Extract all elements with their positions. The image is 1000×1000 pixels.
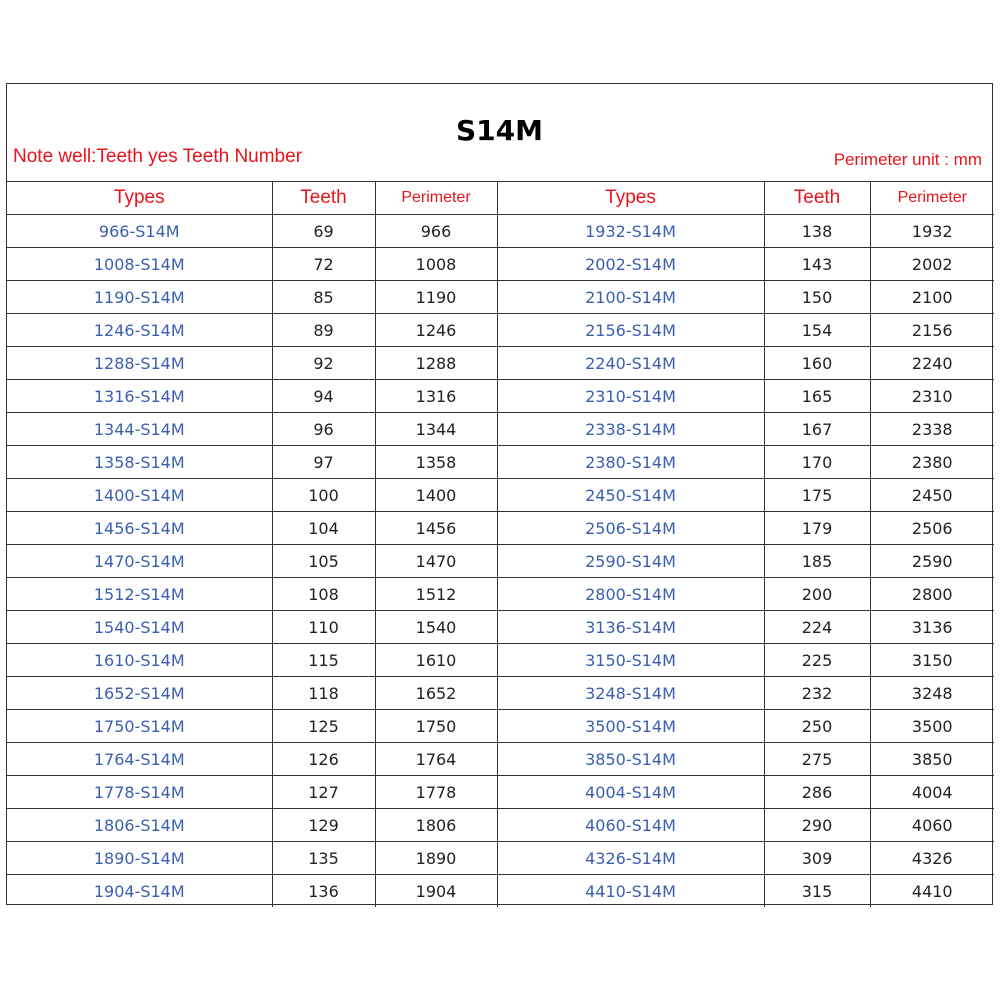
teeth-cell: 175 [764,479,870,512]
teeth-cell: 100 [272,479,375,512]
teeth-cell: 69 [272,215,375,248]
table-body [7,215,994,908]
teeth-cell: 118 [272,677,375,710]
teeth-cell: 72 [272,248,375,281]
perimeter-cell: 1358 [375,446,497,479]
teeth-cell: 127 [272,776,375,809]
type-cell: 1652-S14M [7,677,272,710]
teeth-cell: 179 [764,512,870,545]
teeth-cell: 154 [764,314,870,347]
table-row [7,875,994,908]
table-row [7,215,994,248]
perimeter-cell: 2450 [870,479,994,512]
type-cell: 2002-S14M [497,248,764,281]
perimeter-cell: 1008 [375,248,497,281]
perimeter-cell: 2100 [870,281,994,314]
type-cell: 1288-S14M [7,347,272,380]
table-row [7,842,994,875]
table-row [7,248,994,281]
perimeter-cell: 1344 [375,413,497,446]
teeth-cell: 105 [272,545,375,578]
type-cell: 1344-S14M [7,413,272,446]
perimeter-cell: 2310 [870,380,994,413]
perimeter-cell: 4326 [870,842,994,875]
col-header-teeth: Teeth [272,182,375,215]
type-cell: 1750-S14M [7,710,272,743]
perimeter-cell: 1750 [375,710,497,743]
perimeter-cell: 4060 [870,809,994,842]
table-row [7,545,994,578]
col-header-perimeter: Perimeter [870,182,994,215]
type-cell: 1512-S14M [7,578,272,611]
perimeter-cell: 2506 [870,512,994,545]
col-header-perimeter: Perimeter [375,182,497,215]
table-row [7,644,994,677]
type-cell: 3136-S14M [497,611,764,644]
type-cell: 1904-S14M [7,875,272,908]
teeth-cell: 129 [272,809,375,842]
type-cell: 3248-S14M [497,677,764,710]
perimeter-cell: 1652 [375,677,497,710]
teeth-cell: 167 [764,413,870,446]
type-cell: 1806-S14M [7,809,272,842]
table-row [7,512,994,545]
type-cell: 4326-S14M [497,842,764,875]
type-cell: 2380-S14M [497,446,764,479]
note-text: Note well:Teeth yes Teeth Number [13,146,303,167]
teeth-cell: 97 [272,446,375,479]
perimeter-cell: 2338 [870,413,994,446]
teeth-cell: 170 [764,446,870,479]
perimeter-cell: 1288 [375,347,497,380]
type-cell: 2240-S14M [497,347,764,380]
perimeter-cell: 2240 [870,347,994,380]
col-header-types: Types [7,182,272,215]
teeth-cell: 225 [764,644,870,677]
type-cell: 4060-S14M [497,809,764,842]
perimeter-cell: 1512 [375,578,497,611]
teeth-cell: 160 [764,347,870,380]
perimeter-cell: 2002 [870,248,994,281]
perimeter-cell: 1456 [375,512,497,545]
perimeter-cell: 1764 [375,743,497,776]
teeth-cell: 89 [272,314,375,347]
table-row [7,347,994,380]
teeth-cell: 185 [764,545,870,578]
type-cell: 2100-S14M [497,281,764,314]
perimeter-cell: 1932 [870,215,994,248]
perimeter-cell: 2590 [870,545,994,578]
teeth-cell: 135 [272,842,375,875]
perimeter-cell: 1190 [375,281,497,314]
teeth-cell: 138 [764,215,870,248]
table-row [7,479,994,512]
perimeter-cell: 3850 [870,743,994,776]
type-cell: 2450-S14M [497,479,764,512]
teeth-cell: 150 [764,281,870,314]
type-cell: 1008-S14M [7,248,272,281]
type-cell: 1358-S14M [7,446,272,479]
table-row [7,413,994,446]
teeth-cell: 165 [764,380,870,413]
type-cell: 1400-S14M [7,479,272,512]
table-row [7,611,994,644]
type-cell: 2800-S14M [497,578,764,611]
perimeter-cell: 1890 [375,842,497,875]
perimeter-cell: 966 [375,215,497,248]
type-cell: 3150-S14M [497,644,764,677]
perimeter-cell: 3150 [870,644,994,677]
teeth-cell: 315 [764,875,870,908]
teeth-cell: 286 [764,776,870,809]
teeth-cell: 108 [272,578,375,611]
perimeter-cell: 1246 [375,314,497,347]
col-header-teeth: Teeth [764,182,870,215]
sheet-header [7,84,992,182]
perimeter-cell: 2380 [870,446,994,479]
table-row [7,314,994,347]
table-row [7,677,994,710]
type-cell: 3850-S14M [497,743,764,776]
belt-table [7,182,994,907]
type-cell: 1890-S14M [7,842,272,875]
type-cell: 2156-S14M [497,314,764,347]
table-header-row [7,182,994,215]
teeth-cell: 250 [764,710,870,743]
perimeter-cell: 3500 [870,710,994,743]
table-row [7,809,994,842]
perimeter-cell: 1470 [375,545,497,578]
type-cell: 2590-S14M [497,545,764,578]
teeth-cell: 115 [272,644,375,677]
perimeter-cell: 4410 [870,875,994,908]
type-cell: 4410-S14M [497,875,764,908]
perimeter-cell: 3136 [870,611,994,644]
type-cell: 1764-S14M [7,743,272,776]
type-cell: 2506-S14M [497,512,764,545]
type-cell: 2338-S14M [497,413,764,446]
type-cell: 4004-S14M [497,776,764,809]
teeth-cell: 143 [764,248,870,281]
table-row [7,281,994,314]
type-cell: 3500-S14M [497,710,764,743]
perimeter-cell: 4004 [870,776,994,809]
type-cell: 1246-S14M [7,314,272,347]
perimeter-cell: 1806 [375,809,497,842]
type-cell: 1190-S14M [7,281,272,314]
perimeter-cell: 1316 [375,380,497,413]
teeth-cell: 290 [764,809,870,842]
teeth-cell: 309 [764,842,870,875]
teeth-cell: 104 [272,512,375,545]
teeth-cell: 110 [272,611,375,644]
teeth-cell: 224 [764,611,870,644]
perimeter-cell: 3248 [870,677,994,710]
perimeter-cell: 1610 [375,644,497,677]
teeth-cell: 275 [764,743,870,776]
table-row [7,380,994,413]
perimeter-cell: 2800 [870,578,994,611]
type-cell: 2310-S14M [497,380,764,413]
teeth-cell: 92 [272,347,375,380]
table-row [7,446,994,479]
type-cell: 1610-S14M [7,644,272,677]
teeth-cell: 126 [272,743,375,776]
perimeter-cell: 1540 [375,611,497,644]
type-cell: 966-S14M [7,215,272,248]
table-row [7,710,994,743]
teeth-cell: 136 [272,875,375,908]
col-header-types: Types [497,182,764,215]
teeth-cell: 125 [272,710,375,743]
teeth-cell: 96 [272,413,375,446]
table-row [7,578,994,611]
type-cell: 1932-S14M [497,215,764,248]
perimeter-cell: 2156 [870,314,994,347]
type-cell: 1456-S14M [7,512,272,545]
table-row [7,743,994,776]
page-title: S14M [456,114,543,147]
type-cell: 1540-S14M [7,611,272,644]
spec-sheet [6,83,993,905]
type-cell: 1316-S14M [7,380,272,413]
teeth-cell: 94 [272,380,375,413]
teeth-cell: 200 [764,578,870,611]
perimeter-cell: 1904 [375,875,497,908]
type-cell: 1778-S14M [7,776,272,809]
perimeter-cell: 1778 [375,776,497,809]
perimeter-cell: 1400 [375,479,497,512]
table-row [7,776,994,809]
teeth-cell: 232 [764,677,870,710]
teeth-cell: 85 [272,281,375,314]
unit-text: Perimeter unit : mm [833,150,982,169]
type-cell: 1470-S14M [7,545,272,578]
